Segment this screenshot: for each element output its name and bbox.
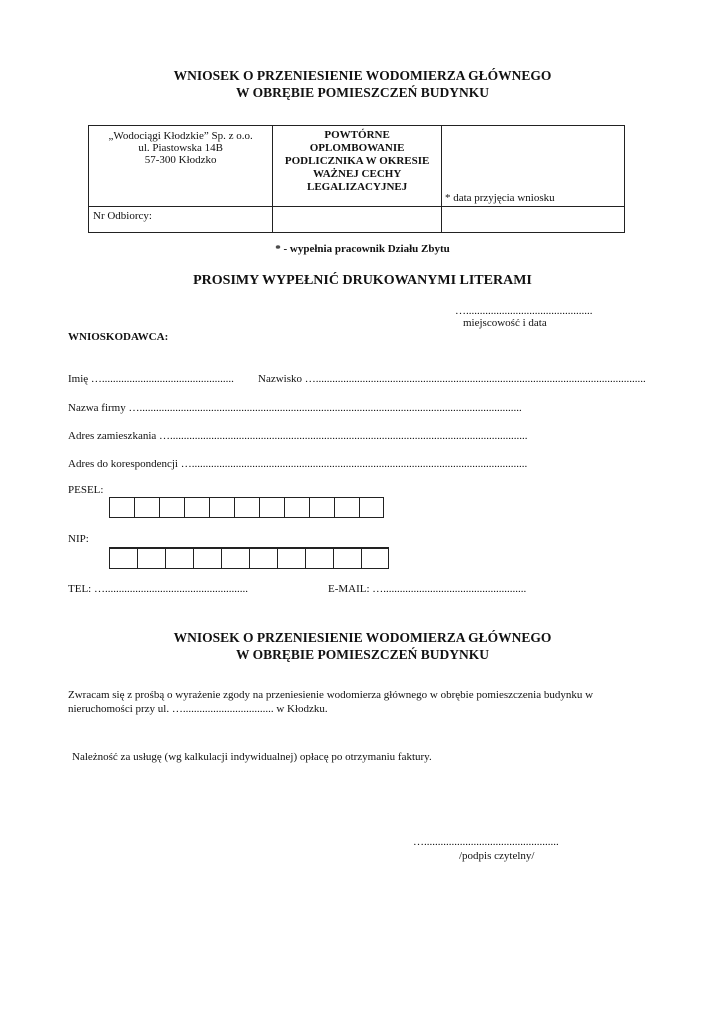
company-street: ul. Piastowska 14B [138,142,223,154]
first-name-field[interactable]: Imię …................................................ [68,373,234,385]
form-title-line2: W OBRĘBIE POMIESZCZEŃ BUDYNKU [236,85,489,100]
nip-digit-box[interactable] [109,548,137,569]
footnote: * - wypełnia pracownik Działu Zbytu [275,243,450,255]
nip-digit-box[interactable] [193,548,221,569]
service-line: PODLICZNIKA W OKRESIE [284,155,430,167]
pesel-digit-box[interactable] [234,497,259,518]
pesel-digit-box[interactable] [109,497,134,518]
applicant-heading: WNIOSKODAWCA: [68,331,169,343]
recipient-number-cell[interactable] [89,207,273,233]
pesel-digit-box[interactable] [134,497,159,518]
service-line: POWTÓRNE [324,129,390,141]
recipient-number-label: Nr Odbiorcy: [93,210,152,222]
request-text-line1: Zwracam się z prośbą o wyrażenie zgody na przeniesienie wodomierza głównego w obrębie pomieszczenia budynku w [68,689,594,701]
pesel-digit-box[interactable] [359,497,384,518]
company-name: „Wodociągi Kłodzkie” Sp. z o.o. [108,130,253,142]
last-name-field[interactable]: Nazwisko …........................................................................................................................ [258,373,646,385]
nip-digit-box[interactable] [305,548,333,569]
nip-digit-box[interactable] [221,548,249,569]
empty-cell [273,207,442,233]
email-field[interactable]: E-MAIL: ….................................................... [328,583,527,595]
service-line: LEGALIZACYJNEJ [306,181,408,193]
nip-label: NIP: [68,533,89,545]
date-received-cell[interactable] [441,126,624,207]
pesel-digit-box[interactable] [209,497,234,518]
signature-label: /podpis czytelny/ [459,850,535,862]
pesel-digit-box[interactable] [159,497,184,518]
nip-digit-box[interactable] [249,548,277,569]
nip-digit-box[interactable] [277,548,305,569]
pesel-digit-box[interactable] [284,497,309,518]
request-text-line2: nieruchomości przy ul. …................................. w Kłodzku. [68,703,328,715]
pesel-digit-box[interactable] [309,497,334,518]
signature-field[interactable]: …................................................. [413,836,559,848]
pesel-label: PESEL: [68,484,104,496]
pesel-digit-box[interactable] [259,497,284,518]
nip-digit-box[interactable] [361,548,389,569]
instruction-heading: PROSIMY WYPEŁNIĆ DRUKOWANYMI LITERAMI [193,273,532,288]
company-address-cell [89,126,273,207]
place-date-label: miejscowość i data [463,317,547,329]
nip-digit-box[interactable] [137,548,165,569]
nip-digit-box[interactable] [165,548,193,569]
office-info-table [88,125,625,233]
place-date-field[interactable]: ….............................................. [455,305,593,317]
service-line: WAŻNEJ CECHY [312,168,402,180]
empty-cell [441,207,624,233]
date-received-label: * data przyjęcia wniosku [444,192,555,204]
payment-statement: Należność za usługę (wg kalkulacji indywidualnej) opłacę po otrzymaniu faktury. [72,751,432,763]
request-title-line1: WNIOSEK O PRZENIESIENIE WODOMIERZA GŁÓWNEGO [173,630,552,645]
phone-field[interactable]: TEL: ….................................................... [68,583,248,595]
company-city: 57-300 Kłodzko [144,154,217,166]
pesel-digit-box[interactable] [184,497,209,518]
correspondence-address-field[interactable]: Adres do korespondencji ….......................................................................................................................... [68,458,528,470]
service-line: OPLOMBOWANIE [309,142,405,154]
home-address-field[interactable]: Adres zamieszkania ….................................................................................................................................. [68,430,528,442]
nip-input[interactable] [109,547,389,569]
service-type-cell [273,126,442,207]
nip-digit-box[interactable] [333,548,361,569]
pesel-input[interactable] [109,497,384,518]
pesel-digit-box[interactable] [334,497,359,518]
form-title-line1: WNIOSEK O PRZENIESIENIE WODOMIERZA GŁÓWNEGO [173,68,552,83]
company-name-field[interactable]: Nazwa firmy …........................................................................................................................................... [68,402,522,414]
request-title-line2: W OBRĘBIE POMIESZCZEŃ BUDYNKU [236,647,489,662]
